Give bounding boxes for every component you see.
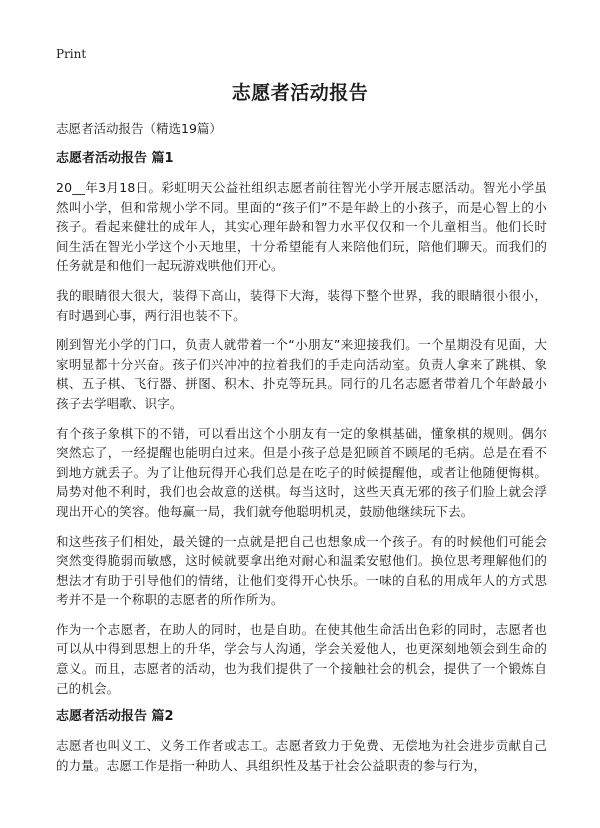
page-title: 志愿者活动报告: [231, 82, 369, 104]
paragraph: 和这些孩子们相处，最关键的一点就是把自己也想象成一个孩子。有的时候他们可能会突然变得脆弱而敏感，这时候就要拿出绝对耐心和温柔安慰他们。换位思考理解他们的想法才有助于引导他们的情绪，让他们变得开心快乐。一味的自私的用成年人的方式思考并不是一个称职的志愿者的所作所为。: [56, 533, 547, 608]
paragraph: 作为一个志愿者，在助人的同时，也是自助。在使其他生命活出色彩的同时，志愿者也可以从中得到思想上的升华，学会与人沟通，学会关爱他人，也更深刻地领会到生命的意义。而且，志愿者的活动，也为我们提供了一个接触社会的机会，提供了一个锻炼自己的机会。: [56, 621, 547, 696]
print-label: Print: [56, 47, 87, 61]
document-subtitle: 志愿者活动报告（精选19篇）: [56, 121, 222, 136]
paragraph: 20__年3月18日。彩虹明天公益社组织志愿者前往智光小学开展志愿活动。智光小学虽然叫小学，但和常规小学不同。里面的“孩子们”不是年龄上的小孩子，而是心智上的小孩子。看起来健壮的成年人，其实心理年龄和智力水平仅仅和一个儿童相当。他们长时间生活在智光小学这个小天地里，十分希望能有人来陪他们玩，陪他们聊天。而我们的任务就是和他们一起玩游戏哄他们开心。: [56, 180, 547, 274]
section-1: [56, 150, 547, 698]
section-2: [56, 708, 547, 775]
paragraph: 刚到智光小学的门口，负责人就带着一个“小朋友”来迎接我们。一个星期没有见面，大家明显都十分兴奋。孩子们兴冲冲的拉着我们的手走向活动室。负责人拿来了跳棋、象棋、五子棋、飞行器、拼图、积木、扑克等玩具。同行的几名志愿者带着几个年龄最小孩子去学唱歌、识字。: [56, 337, 547, 411]
paragraph: 有个孩子象棋下的不错，可以看出这个小朋友有一定的象棋基础，懂象棋的规则。偶尔突然忘了，一经提醒也能明白过来。但是小孩子总是犯顾首不顾尾的毛病。总是在看不到地方就丢子。为了让他玩得开心我们总是在吃子的时候提醒他，或者让他随便悔棋。局势对他不利时，我们也会故意的送棋。每当这时，这些天真无邪的孩子们脸上就会浮现出开心的笑容。他每赢一局，我们就夸他聪明机灵，鼓励他继续玩下去。: [56, 425, 547, 519]
document-body: [56, 150, 547, 785]
section-heading: 志愿者活动报告 篇2: [56, 709, 174, 725]
paragraph: 志愿者也叫义工、义务工作者或志工。志愿者致力于免费、无偿地为社会进步贡献自己的力量。志愿工作是指一种助人、具组织性及基于社会公益职责的参与行为，: [56, 738, 547, 773]
section-heading: 志愿者活动报告 篇1: [56, 151, 174, 166]
paragraph: 我的眼睛很大很大，装得下高山，装得下大海，装得下整个世界，我的眼睛很小很小，有时遇到心事，两行泪也装不下。: [56, 287, 547, 323]
